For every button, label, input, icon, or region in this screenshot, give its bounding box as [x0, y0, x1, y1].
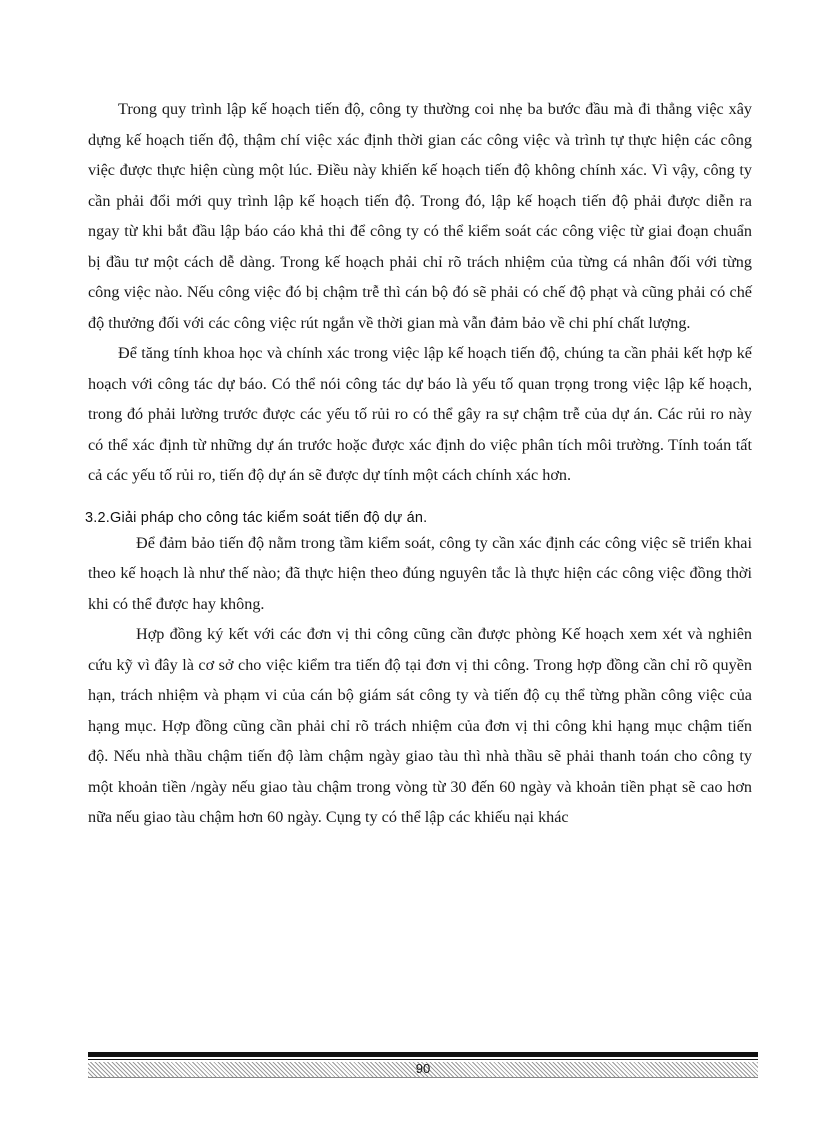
paragraph-contract: Hợp đồng ký kết với các đơn vị thi công cũng cần được phòng Kế hoạch xem xét và nghiên cứu kỹ vì đây là cơ sở cho việc kiểm tra tiến độ tại đơn vị thi công. Trong hợp đồng cần chỉ rõ quyền hạn, trách nhiệm và phạm vi của cán bộ giám sát công ty và tiến độ cụ thể từng phần công việc của hạng mục. Hợp đồng cũng cần phải chỉ rõ trách nhiệm của đơn vị thi công khi hạng mục chậm tiến độ. Nếu nhà thầu chậm tiến độ làm chậm ngày giao tàu thì nhà thầu sẽ phải thanh toán cho công ty một khoản tiền /ngày nếu giao tàu chậm trong vòng từ 30 đến 60 ngày và khoản tiền phạt sẽ cao hơn nữa nếu giao tàu chậm hơn 60 ngày. Cụng ty có thể lập các khiếu nại khác [88, 625, 752, 826]
paragraph-forecasting: Để tăng tính khoa học và chính xác trong việc lập kế hoạch tiến độ, chúng ta cần phải kết hợp kế hoạch với công tác dự báo. Có thể nói công tác dự báo là yếu tố quan trọng trong việc lập kế hoạch, trong đó phải lường trước được các yếu tố rủi ro có thể gây ra sự chậm trễ của dự án. Các rủi ro này có thể xác định từ những dự án trước hoặc được xác định do việc phân tích môi trường. Tính toán tất cả các yếu tố rủi ro, tiến độ dự án sẽ được dự tính một cách chính xác hơn. [88, 344, 752, 484]
paragraph-planning-process: Trong quy trình lập kế hoạch tiến độ, công ty thường coi nhẹ ba bước đầu mà đi thẳng việc xây dựng kế hoạch tiến độ, thậm chí việc xác định thời gian các công việc và trình tự thực hiện các công việc được thực hiện cùng một lúc. Điều này khiến kế hoạch tiến độ không chính xác. Vì vậy, công ty cần phải đổi mới quy trình lập kế hoạch tiến độ. Trong đó, lập kế hoạch tiến độ phải được diễn ra ngay từ khi bắt đầu lập báo cáo khả thi để công ty có thể kiểm soát các công việc từ giai đoạn chuẩn bị đầu tư một cách dễ dàng. Trong kế hoạch phải chỉ rõ trách nhiệm của từng cá nhân đối với từng công việc nào. Nếu công việc đó bị chậm trễ thì cán bộ đó sẽ phải có chế độ phạt và cũng phải có chế độ thưởng đối với các công việc rút ngắn về thời gian mà vẫn đảm bảo về chi phí chất lượng. [88, 100, 752, 332]
document-body [85, 94, 752, 833]
section-heading: 3.2.Giải pháp cho công tác kiểm soát tiến độ dự án. [85, 509, 428, 526]
page-number: 90 [415, 1061, 431, 1076]
footer-thick-rule [88, 1052, 758, 1057]
footer-thin-rule [88, 1059, 758, 1060]
paragraph-control: Để đảm bảo tiến độ nằm trong tầm kiểm soát, công ty cần xác định các công việc sẽ triển khai theo kế hoạch là như thế nào; đã thực hiện theo đúng nguyên tắc là thực hiện các công việc đồng thời khi có thể được hay không. [88, 533, 752, 613]
section-spacer [88, 491, 752, 508]
page-footer [88, 1052, 758, 1078]
